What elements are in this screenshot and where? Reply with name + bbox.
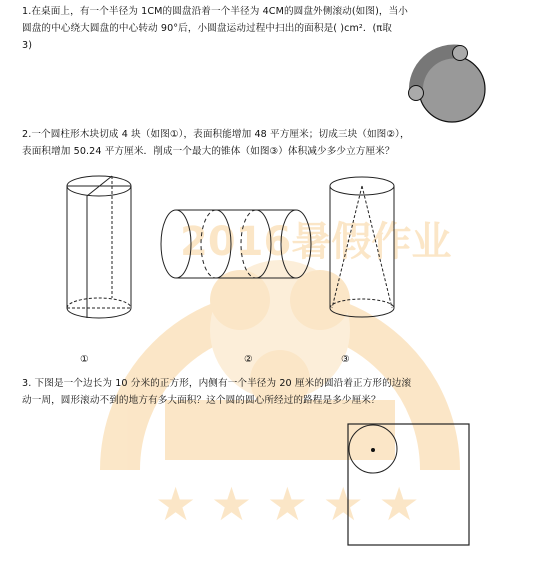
watermark-text: 2016暑假作业 (180, 219, 452, 265)
square (348, 424, 469, 545)
figure3-cone-in-cylinder (326, 172, 400, 324)
figure1-label: ① (80, 354, 89, 365)
problem1-line2: 圆盘的中心绕大圆盘的中心转动 90°后，小圆盘运动过程中扫出的面积是( )cm²．(π取 (22, 23, 392, 34)
problem1-line3: 3) (22, 40, 33, 51)
figure3-label: ③ (341, 354, 350, 365)
small-disk-end (453, 46, 468, 61)
problem1-line1: 1.在桌面上，有一个半径为 1CM的圆盘沿着一个半径为 4CM的圆盘外侧滚动(如图)，当小 (22, 6, 408, 17)
problem3-line2: 动一周，圆形滚动不到的地方有多大面积？这个圆的圆心所经过的路程是多少厘米？ (22, 395, 381, 406)
watermark-stars: ★ ★ ★ ★ ★ (155, 477, 420, 531)
small-disk-start (409, 86, 424, 101)
figure2-cylinder-cut-three (158, 205, 318, 285)
problem2-line1: 2.一个圆柱形木块切成 4 块（如图①），表面积能增加 48 平方厘米；切成三块（如图②）， (22, 129, 410, 140)
figure1-cylinder-cut-four (62, 172, 140, 324)
circle-center (371, 448, 375, 452)
problem1-rolling-disk-figure (400, 40, 500, 125)
problem3-square-with-circle (347, 423, 471, 547)
problem2-line2: 表面积增加 50.24 平方厘米．削成一个最大的锥体（如图③）体积减少多少立方厘米？ (22, 146, 395, 157)
figure2-label: ② (244, 354, 253, 365)
problem3-line1: 3. 下图是一个边长为 10 分米的正方形，内侧有一个半径为 20 厘米的圆沿着正方形的边滚 (22, 378, 412, 389)
